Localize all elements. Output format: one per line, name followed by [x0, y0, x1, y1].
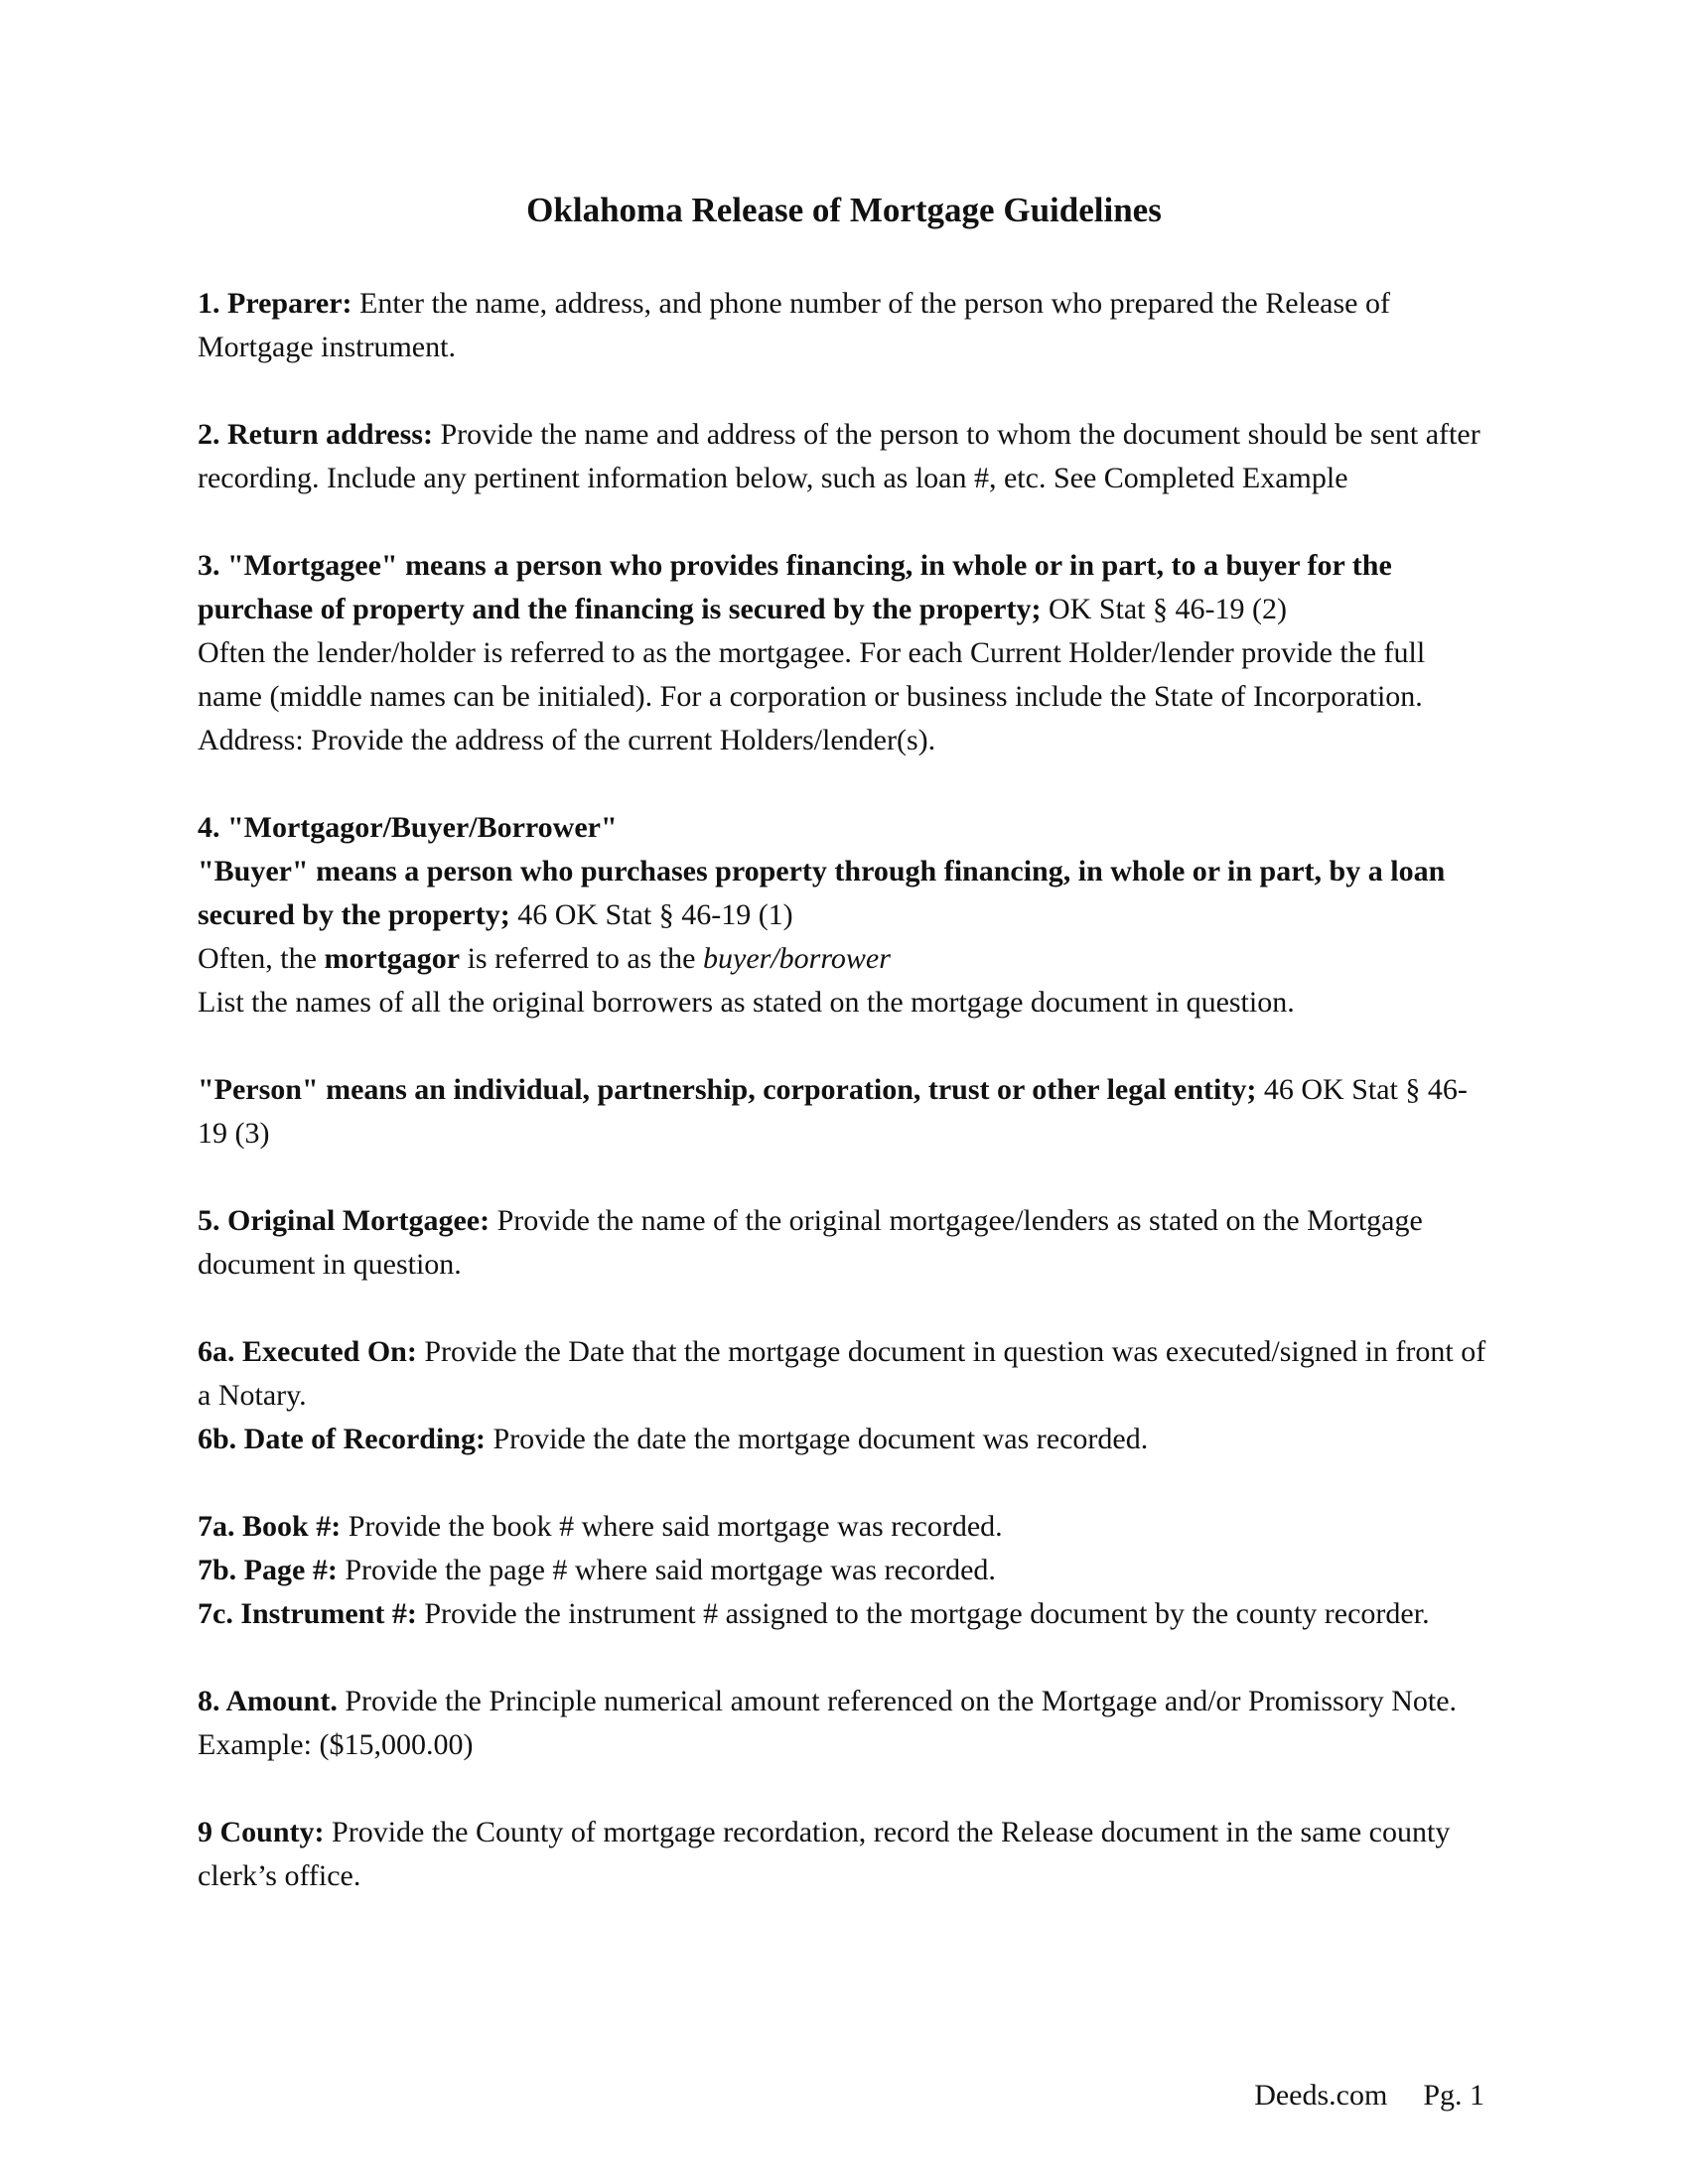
section-7a-text: Provide the book # where said mortgage was recorded. — [341, 1510, 1003, 1543]
section-2-return-address — [198, 413, 1493, 500]
section-9-text: Provide the County of mortgage recordation, record the Release document in the same county clerk’s office. — [198, 1816, 1451, 1892]
document-title: Oklahoma Release of Mortgage Guidelines — [526, 191, 1162, 229]
footer-site: Deeds.com — [1254, 2079, 1388, 2112]
section-7b — [198, 1549, 1493, 1592]
footer-page-number: Pg. 1 — [1423, 2079, 1484, 2112]
section-6b-label: 6b. Date of Recording: — [198, 1423, 486, 1455]
document-body — [198, 282, 1493, 1942]
section-6b-text: Provide the date the mortgage document was recorded. — [485, 1423, 1149, 1455]
section-7c-text: Provide the instrument # assigned to the mortgage document by the county recorder. — [416, 1597, 1430, 1630]
section-9-label: 9 County: — [198, 1816, 325, 1848]
section-2-text: Provide the name and address of the person to whom the document should be sent after recording. Include any pertinent information below, such as loan #, etc. See Completed Example — [198, 418, 1480, 494]
section-4-often-bold: mortgagor — [324, 942, 461, 975]
section-3-mortgagee — [198, 544, 1493, 762]
section-7-recording — [198, 1505, 1493, 1636]
section-4-often-italic: buyer/borrower — [703, 942, 891, 975]
section-7b-text: Provide the page # where said mortgage was recorded. — [337, 1554, 996, 1586]
section-4-bold-definition: "Buyer" means a person who purchases property through financing, in whole or in part, by a loan secured by the property; — [198, 855, 1446, 931]
section-7a-label: 7a. Book #: — [198, 1510, 342, 1543]
section-5-original-mortgagee — [198, 1199, 1493, 1287]
section-7c — [198, 1592, 1493, 1636]
section-4-often-pre: Often, the — [198, 942, 325, 975]
section-4-citation: 46 OK Stat § 46-19 (1) — [509, 898, 793, 931]
section-4-often-mid: is referred to as the — [460, 942, 703, 975]
person-definition — [198, 1068, 1493, 1156]
section-3-bold-definition: 3. "Mortgagee" means a person who provides financing, in whole or in part, to a buyer for the purchase of property and the financing is secured by the property; — [198, 549, 1392, 625]
section-4-definition — [198, 850, 1493, 937]
page-footer — [1254, 2076, 1484, 2116]
section-7a — [198, 1505, 1493, 1549]
section-1-label: 1. Preparer: — [198, 287, 352, 320]
section-1-text: Enter the name, address, and phone number of the person who prepared the Release of Mortgage instrument. — [198, 287, 1390, 363]
section-4-heading: 4. "Mortgagor/Buyer/Borrower" — [198, 811, 618, 844]
section-4-often-line — [198, 937, 1493, 981]
section-8-label: 8. Amount. — [198, 1685, 338, 1717]
section-6b — [198, 1418, 1493, 1461]
section-4-list: List the names of all the original borrowers as stated on the mortgage document in question. — [198, 986, 1295, 1019]
person-citation: 46 OK Stat § 46-19 (3) — [198, 1073, 1468, 1150]
section-9-county — [198, 1811, 1493, 1898]
section-7c-label: 7c. Instrument #: — [198, 1597, 417, 1630]
section-3-address: Address: Provide the address of the current Holders/lender(s). — [198, 724, 936, 756]
section-6a — [198, 1330, 1493, 1418]
section-7b-label: 7b. Page #: — [198, 1554, 338, 1586]
section-6-dates — [198, 1330, 1493, 1461]
section-8-amount — [198, 1680, 1493, 1767]
section-3-text: Often the lender/holder is referred to as the mortgagee. For each Current Holder/lender provide the full name (middle names can be initialed). For a corporation or business include the State of Incorporation. — [198, 636, 1426, 713]
section-4-mortgagor — [198, 806, 1493, 1024]
section-3-citation: OK Stat § 46-19 (2) — [1041, 593, 1287, 625]
section-5-label: 5. Original Mortgagee: — [198, 1204, 491, 1237]
section-1-preparer — [198, 282, 1493, 369]
section-2-label: 2. Return address: — [198, 418, 433, 451]
section-6a-label: 6a. Executed On: — [198, 1335, 417, 1368]
section-6a-text: Provide the Date that the mortgage document in question was executed/signed in front of a Notary. — [198, 1335, 1486, 1412]
section-5-text: Provide the name of the original mortgagee/lenders as stated on the Mortgage document in question. — [198, 1204, 1423, 1281]
section-8-text: Provide the Principle numerical amount referenced on the Mortgage and/or Promissory Note. Example: ($15,000.00) — [198, 1685, 1458, 1761]
person-bold-definition: "Person" means an individual, partnership, corporation, trust or other legal entity; — [198, 1073, 1257, 1106]
section-3-definition — [198, 544, 1493, 631]
